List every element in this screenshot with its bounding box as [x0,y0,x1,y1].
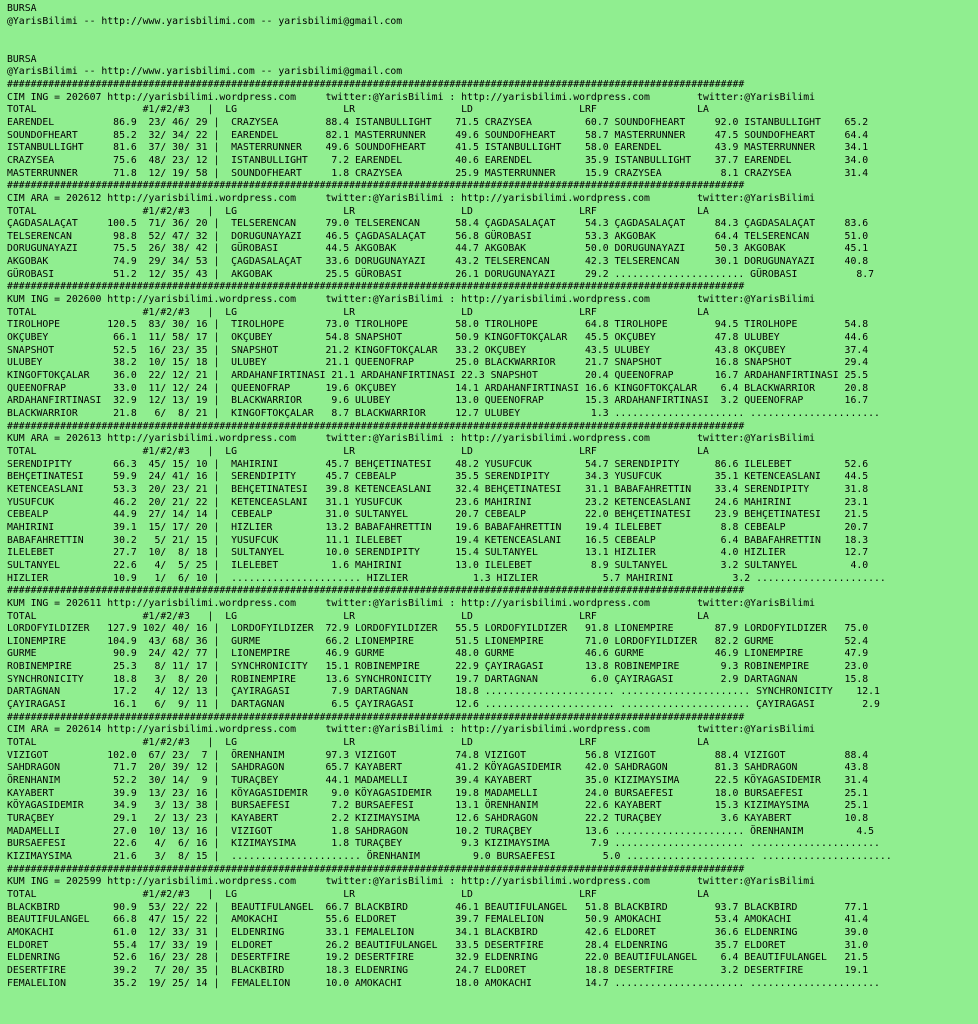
header-city: BURSA [7,3,37,14]
table-row: SAHDRAGON 71.7 20/ 39/ 12 | SAHDRAGON 65.7 KAYABERT 41.2 KÖYAGASIDEMIR 42.0 SAHDRAGON 81.3 SAHDRAGON 43.8 [7,762,869,774]
table-row: GURME 90.9 24/ 42/ 77 | LIONEMPIRE 46.9 GURME 48.0 GURME 46.6 GURME 46.9 LIONEMPIRE 47.9 [7,648,869,660]
header-block-2 [7,54,978,79]
table-row: SYNCHRONICITY 18.8 3/ 8/ 20 | ROBINEMPIRE 13.6 SYNCHRONICITY 19.7 DARTAGNAN 6.0 ÇAYIRAGASI 2.9 DARTAGNAN 15.8 [7,673,869,685]
table-row: GÜROBASI 51.2 12/ 35/ 43 | AKGOBAK 25.5 GÜROBASI 26.1 DORUGUNAYAZI 29.2 ...................... GÜROBASI 8.7 [7,268,875,280]
section-separator: ############################################################################################################################# [7,78,745,90]
table-row: SNAPSHOT 52.5 16/ 23/ 35 | SNAPSHOT 21.2 KINGOFTOKÇALAR 33.2 OKÇUBEY 43.5 ULUBEY 43.8 OKÇUBEY 37.4 [7,344,869,356]
table-row: TELSERENCAN 98.8 52/ 47/ 32 | DORUGUNAYAZI 46.5 ÇAGDASALAÇAT 56.8 GÜROBASI 53.3 AKGOBAK 64.4 TELSERENCAN 51.0 [7,230,869,242]
table-row: CRAZYSEA 75.6 48/ 23/ 12 | ISTANBULLIGHT 7.2 EARENDEL 40.6 EARENDEL 35.9 ISTANBULLIGHT 37.7 EARENDEL 34.0 [7,154,869,166]
table-row: ÖRENHANIM 52.2 30/ 14/ 9 | TURAÇBEY 44.1 MADAMELLI 39.4 KAYABERT 35.0 KIZIMAYSIMA 22.5 KÖYAGASIDEMIR 31.4 [7,775,869,787]
table-row: ÇAGDASALAÇAT 100.5 71/ 36/ 20 | TELSERENCAN 79.0 TELSERENCAN 58.4 ÇAGDASALAÇAT 54.3 ÇAGDASALAÇAT 84.3 ÇAGDASALAÇAT 83.6 [7,218,869,230]
table-row: BABAFAHRETTIN 30.2 5/ 21/ 15 | YUSUFCUK 11.1 ILELEBET 19.4 KETENCEASLANI 16.5 CEBEALP 6.4 BABAFAHRETTIN 18.3 [7,534,869,546]
table-row: SOUNDOFHEART 85.2 32/ 34/ 22 | EARENDEL 82.1 MASTERRUNNER 49.6 SOUNDOFHEART 58.7 MASTERRUNNER 47.5 SOUNDOFHEART 64.4 [7,129,869,141]
table-row: MAHIRINI 39.1 15/ 17/ 20 | HIZLIER 13.2 BABAFAHRETTIN 19.6 BABAFAHRETTIN 19.4 ILELEBET 8.8 CEBEALP 20.7 [7,521,869,533]
race-title-line: KUM ING = 202611 http://yarisbilimi.wordpress.com twitter:@YarisBilimi : http://yarisbilimi.wordpress.com twitter:@YarisBilimi [7,597,816,609]
table-row: TURAÇBEY 29.1 2/ 13/ 23 | KAYABERT 2.2 KIZIMAYSIMA 12.6 SAHDRAGON 22.2 TURAÇBEY 3.6 KAYABERT 10.8 [7,813,869,824]
column-header-line: TOTAL #1/#2/#3 | LG LR LD LRF LA [7,306,709,318]
race-title-line: KUM ING = 202600 http://yarisbilimi.wordpress.com twitter:@YarisBilimi : http://yarisbilimi.wordpress.com twitter:@YarisBilimi [7,294,816,306]
race-section [7,585,978,712]
section-separator: ############################################################################################################################# [7,711,745,723]
table-row: ROBINEMPIRE 25.3 8/ 11/ 17 | SYNCHRONICITY 15.1 ROBINEMPIRE 22.9 ÇAYIRAGASI 13.8 ROBINEMPIRE 9.3 ROBINEMPIRE 23.0 [7,661,869,673]
table-row: ARDAHANFIRTINASI 32.9 12/ 13/ 19 | BLACKWARRIOR 9.6 ULUBEY 13.0 QUEENOFRAP 15.3 ARDAHANFIRTINASI 3.2 QUEENOFRAP 16.7 [7,395,869,407]
table-row: ULUBEY 38.2 10/ 15/ 18 | ULUBEY 21.1 QUEENOFRAP 25.0 BLACKWARRIOR 21.7 SNAPSHOT 16.8 SNAPSHOT 29.4 [7,357,869,369]
table-row: KINGOFTOKÇALAR 36.0 22/ 12/ 21 | ARDAHANFIRTINASI 21.1 ARDAHANFIRTINASI 22.3 SNAPSHOT 20.4 QUEENOFRAP 16.7 ARDAHANFIRTINASI 25.5 [7,370,869,382]
race-section [7,281,978,420]
table-row: ILELEBET 27.7 10/ 8/ 18 | SULTANYEL 10.0 SERENDIPITY 15.4 SULTANYEL 13.1 HIZLIER 4.0 HIZLIER 12.7 [7,547,869,559]
header-spacer [7,28,978,53]
header-city: BURSA [7,53,37,65]
table-row: LIONEMPIRE 104.9 43/ 68/ 36 | GURME 66.2 LIONEMPIRE 51.5 LIONEMPIRE 71.0 LORDOFYILDIZER 82.2 GURME 52.4 [7,635,869,647]
table-row: ISTANBULLIGHT 81.6 37/ 30/ 31 | MASTERRUNNER 49.6 SOUNDOFHEART 41.5 ISTANBULLIGHT 58.0 EARENDEL 43.9 MASTERRUNNER 34.1 [7,142,869,154]
race-title-line: CIM ING = 202607 http://yarisbilimi.wordpress.com twitter:@YarisBilimi : http://yarisbilimi.wordpress.com twitter:@YarisBilimi [7,91,816,103]
section-separator: ############################################################################################################################# [7,281,745,293]
table-row: CEBEALP 44.9 27/ 14/ 14 | CEBEALP 31.0 SULTANYEL 20.7 CEBEALP 22.0 BEHÇETINATESI 23.9 BEHÇETINATESI 21.5 [7,509,869,521]
table-row: TIROLHOPE 120.5 83/ 30/ 16 | TIROLHOPE 73.0 TIROLHOPE 58.0 TIROLHOPE 64.8 TIROLHOPE 94.5 TIROLHOPE 54.8 [7,319,869,331]
table-row: LORDOFYILDIZER 127.9 102/ 40/ 16 | LORDOFYILDIZER 72.9 LORDOFYILDIZER 55.5 LORDOFYILDIZER 91.8 LIONEMPIRE 87.9 LORDOFYILDIZER 75.0 [7,623,869,635]
header-contact: @YarisBilimi -- http://www.yarisbilimi.com -- yarisbilimi@gmail.com [7,15,403,27]
table-row: HIZLIER 10.9 1/ 6/ 10 | ...................... HIZLIER 1.3 HIZLIER 5.7 MAHIRINI 3.2 ...................... [7,572,886,584]
table-row: QUEENOFRAP 33.0 11/ 12/ 24 | QUEENOFRAP 19.6 OKÇUBEY 14.1 ARDAHANFIRTINASI 16.6 KINGOFTOKÇALAR 6.4 BLACKWARRIOR 20.8 [7,382,869,394]
table-row: BEAUTIFULANGEL 66.8 47/ 15/ 22 | AMOKACHI 55.6 ELDORET 39.7 FEMALELION 50.9 AMOKACHI 53.4 AMOKACHI 41.4 [7,914,869,926]
table-row: YUSUFCUK 46.2 20/ 21/ 22 | KETENCEASLANI 31.1 YUSUFCUK 23.6 MAHIRINI 23.2 KETENCEASLANI 24.6 MAHIRINI 23.1 [7,496,869,508]
race-section [7,180,978,281]
table-row: FEMALELION 35.2 19/ 25/ 14 | FEMALELION 10.0 AMOKACHI 18.0 AMOKACHI 14.7 ...................... ...................... [7,977,880,989]
column-header-line: TOTAL #1/#2/#3 | LG LR LD LRF LA [7,205,709,217]
table-row: SERENDIPITY 66.3 45/ 15/ 10 | MAHIRINI 45.7 BEHÇETINATESI 48.2 YUSUFCUK 54.7 SERENDIPITY 86.6 ILELEBET 52.6 [7,458,869,470]
table-row: OKÇUBEY 66.1 11/ 58/ 17 | OKÇUBEY 54.8 SNAPSHOT 50.9 KINGOFTOKÇALAR 45.5 OKÇUBEY 47.8 ULUBEY 44.6 [7,332,869,344]
table-row: KÖYAGASIDEMIR 34.9 3/ 13/ 38 | BURSAEFESI 7.2 BURSAEFESI 13.1 ÖRENHANIM 22.6 KAYABERT 15.3 KIZIMAYSIMA 25.1 [7,800,869,812]
table-row: BURSAEFESI 22.6 4/ 6/ 16 | KIZIMAYSIMA 1.8 TURAÇBEY 9.3 KIZIMAYSIMA 7.9 ...................... ...................... [7,838,880,850]
column-header-line: TOTAL #1/#2/#3 | LG LR LD LRF LA [7,610,709,622]
table-row: DESERTFIRE 39.2 7/ 20/ 35 | BLACKBIRD 18.3 ELDENRING 24.7 ELDORET 18.8 DESERTFIRE 3.2 DESERTFIRE 19.1 [7,964,869,976]
table-row: ELDENRING 52.6 16/ 23/ 28 | DESERTFIRE 19.2 DESERTFIRE 32.9 ELDENRING 22.0 BEAUTIFULANGEL 6.4 BEAUTIFULANGEL 21.5 [7,952,869,964]
race-section [7,79,978,180]
race-section [7,421,978,586]
race-title-line: KUM ARA = 202613 http://yarisbilimi.wordpress.com twitter:@YarisBilimi : http://yarisbilimi.wordpress.com twitter:@YarisBilimi [7,433,816,445]
table-row: KAYABERT 39.9 13/ 23/ 16 | KÖYAGASIDEMIR 9.0 KÖYAGASIDEMIR 19.8 MADAMELLI 24.0 BURSAEFESI 18.0 BURSAEFESI 25.1 [7,787,869,799]
table-row: BLACKBIRD 90.9 53/ 22/ 22 | BEAUTIFULANGEL 66.7 BLACKBIRD 46.1 BEAUTIFULANGEL 51.8 BLACKBIRD 93.7 BLACKBIRD 77.1 [7,901,869,913]
table-row: VIZIGOT 102.0 67/ 23/ 7 | ÖRENHANIM 97.3 VIZIGOT 74.8 VIZIGOT 56.8 VIZIGOT 88.4 VIZIGOT 88.4 [7,749,869,761]
race-section [7,712,978,864]
header-contact: @YarisBilimi -- http://www.yarisbilimi.com -- yarisbilimi@gmail.com [7,66,403,78]
column-header-line: TOTAL #1/#2/#3 | LG LR LD LRF LA [7,888,709,900]
section-separator: ############################################################################################################################# [7,585,745,597]
table-row: KIZIMAYSIMA 21.6 3/ 8/ 15 | ...................... ÖRENHANIM 9.0 BURSAEFESI 5.0 ...................... ...................... [7,850,892,862]
section-separator: ############################################################################################################################# [7,420,745,432]
column-header-line: TOTAL #1/#2/#3 | LG LR LD LRF LA [7,737,709,749]
race-title-line: CIM ARA = 202612 http://yarisbilimi.wordpress.com twitter:@YarisBilimi : http://yarisbilimi.wordpress.com twitter:@YarisBilimi [7,192,816,204]
table-row: SULTANYEL 22.6 4/ 5/ 25 | ILELEBET 1.6 MAHIRINI 13.0 ILELEBET 8.9 SULTANYEL 3.2 SULTANYEL 4.0 [7,559,869,571]
table-row: AMOKACHI 61.0 12/ 33/ 31 | ELDENRING 33.1 FEMALELION 34.1 BLACKBIRD 42.6 ELDORET 36.6 ELDENRING 39.0 [7,926,869,938]
section-separator: ############################################################################################################################# [7,180,745,192]
race-sections [7,79,978,990]
table-row: BLACKWARRIOR 21.8 6/ 8/ 21 | KINGOFTOKÇALAR 8.7 BLACKWARRIOR 12.7 ULUBEY 1.3 ...................... ...................... [7,408,880,419]
table-row: AKGOBAK 74.9 29/ 34/ 53 | ÇAGDASALAÇAT 33.6 DORUGUNAYAZI 43.2 TELSERENCAN 42.3 TELSERENCAN 30.1 DORUGUNAYAZI 40.8 [7,256,869,268]
race-section [7,864,978,991]
table-row: MADAMELLI 27.0 10/ 13/ 16 | VIZIGOT 1.8 SAHDRAGON 10.2 TURAÇBEY 13.6 ...................... ÖRENHANIM 4.5 [7,825,875,837]
section-separator: ############################################################################################################################# [7,863,745,875]
table-row: EARENDEL 86.9 23/ 46/ 29 | CRAZYSEA 88.4 ISTANBULLIGHT 71.5 CRAZYSEA 60.7 SOUNDOFHEART 92.0 ISTANBULLIGHT 65.2 [7,116,869,128]
race-title-line: CIM ARA = 202614 http://yarisbilimi.wordpress.com twitter:@YarisBilimi : http://yarisbilimi.wordpress.com twitter:@YarisBilimi [7,724,816,736]
table-row: BEHÇETINATESI 59.9 24/ 41/ 16 | SERENDIPITY 45.7 CEBEALP 35.5 SERENDIPITY 34.3 YUSUFCUK 35.1 KETENCEASLANI 44.5 [7,471,869,483]
column-header-line: TOTAL #1/#2/#3 | LG LR LD LRF LA [7,445,709,457]
table-row: ELDORET 55.4 17/ 33/ 19 | ELDORET 26.2 BEAUTIFULANGEL 33.5 DESERTFIRE 28.4 ELDENRING 35.7 ELDORET 31.0 [7,939,869,951]
table-row: KETENCEASLANI 53.3 20/ 23/ 21 | BEHÇETINATESI 39.8 KETENCEASLANI 32.4 BEHÇETINATESI 31.1 BABAFAHRETTIN 33.4 SERENDIPITY 31.8 [7,483,869,495]
table-row: DARTAGNAN 17.2 4/ 12/ 13 | ÇAYIRAGASI 7.9 DARTAGNAN 18.8 ...................... ...................... SYNCHRONICITY 12.1 [7,686,880,698]
table-row: DORUGUNAYAZI 75.5 26/ 38/ 42 | GÜROBASI 44.5 AKGOBAK 44.7 AKGOBAK 50.0 DORUGUNAYAZI 50.3 AKGOBAK 45.1 [7,243,869,255]
race-title-line: KUM ING = 202599 http://yarisbilimi.wordpress.com twitter:@YarisBilimi : http://yarisbilimi.wordpress.com twitter:@YarisBilimi [7,876,816,888]
column-header-line: TOTAL #1/#2/#3 | LG LR LD LRF LA [7,104,709,116]
table-row: ÇAYIRAGASI 16.1 6/ 9/ 11 | DARTAGNAN 6.5 ÇAYIRAGASI 12.6 ...................... ...................... ÇAYIRAGASI 2.9 [7,699,880,711]
table-row: MASTERRUNNER 71.8 12/ 19/ 58 | SOUNDOFHEART 1.8 CRAZYSEA 25.9 MASTERRUNNER 15.9 CRAZYSEA 8.1 CRAZYSEA 31.4 [7,167,869,179]
header-block-1 [7,3,978,28]
